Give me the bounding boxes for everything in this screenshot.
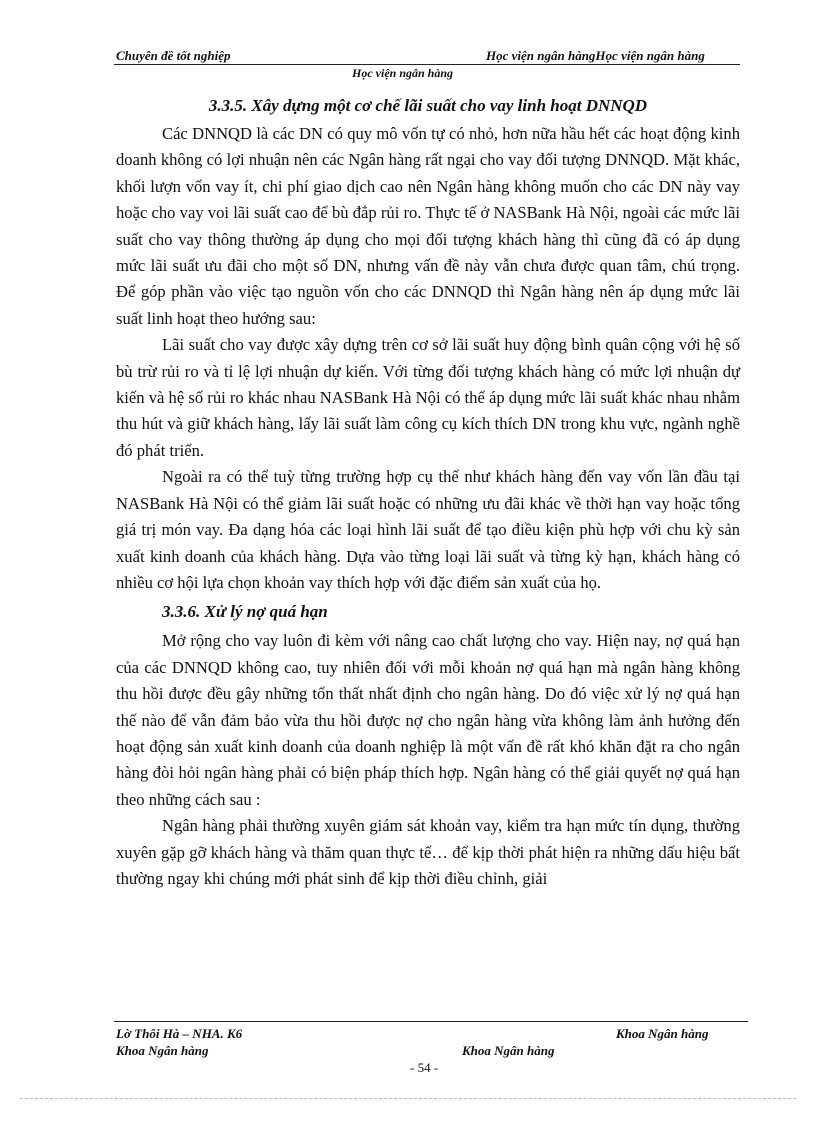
header-divider xyxy=(114,64,740,65)
footer-divider xyxy=(114,1021,748,1022)
page-number: - 54 - xyxy=(410,1060,439,1075)
footer-faculty-left: Khoa Ngân hàng xyxy=(116,1043,209,1058)
header-subtitle: Học viện ngân hàng xyxy=(352,66,454,80)
header-right-title: Học viện ngân hàngHọc viện ngân hàng xyxy=(486,48,705,63)
footer-author: Lờ Thôi Hà – NHA. K6 xyxy=(116,1026,243,1041)
paragraph: Ngân hàng phải thường xuyên giám sát khoản vay, kiểm tra hạn mức tín dụng, thường xuyên gặp gỡ khách hàng và thăm quan thực tế… để kịp thời phát hiện ra những dấu hiệu bất thường ngay khi chúng mới phát sinh để kịp thời điều chỉnh, giải xyxy=(116,816,740,888)
footer-faculty-right: Khoa Ngân hàng xyxy=(616,1026,709,1041)
paragraph: Mở rộng cho vay luôn đi kèm với nâng cao chất lượng cho vay. Hiện nay, nợ quá hạn của các DNNQD không cao, tuy nhiên đối với mỗi khoản nợ quá hạn mà ngân hàng không thu hồi được đều gây những tổn thất nhất định cho ngân hàng. Do đó việc xử lý nợ quá hạn thế nào để vẫn đảm bảo vừa thu hồi được nợ cho ngân hàng vừa không làm ảnh hưởng đến hoạt động sản xuất kinh doanh của doanh nghiệp là một vấn đề rất khó khăn đặt ra cho ngân hàng đòi hỏi ngân hàng phải có biện pháp thích hợp. Ngân hàng có thể giải quyết nợ quá hạn theo những cách sau : xyxy=(116,631,740,809)
paragraph: Các DNNQD là các DN có quy mô vốn tự có nhỏ, hơn nữa hầu hết các hoạt động kinh doanh không có lợi nhuận nên các Ngân hàng rất ngại cho vay đối tượng DNNQD. Mặt khác, khối lượn vốn vay ít, chi phí giao dịch cao nên Ngân hàng không muốn cho các DN này vay hoặc cho vay voi lãi suất cao để bù đắp rủi ro. Thực tế ở NASBank Hà Nội, ngoài các mức lãi suất cho vay thông thường áp dụng cho mọi đối tượng khách hàng thì cũng đã có áp dụng mức lãi suất ưu đãi cho một số DN, nhưng vấn đề này vẫn chưa được quan tâm, chú trọng. Để góp phần vào việc tạo nguồn vốn cho các DNNQD thì Ngân hàng nên áp dụng mức lãi suất linh hoạt theo hướng sau: xyxy=(116,124,740,328)
header-left-title: Chuyên đề tốt nghiệp xyxy=(116,48,231,63)
section-heading-3-3-5: 3.3.5. Xây dựng một cơ chế lãi suất cho vay linh hoạt DNNQD xyxy=(208,96,648,115)
document-body xyxy=(116,92,740,892)
section-heading-3-3-6: 3.3.6. Xử lý nợ quá hạn xyxy=(162,602,328,622)
page-break-line xyxy=(20,1098,796,1099)
paragraph: Lãi suất cho vay được xây dựng trên cơ sở lãi suất huy động bình quân cộng với hệ số bù trừ rủi ro và tỉ lệ lợi nhuận dự kiến. Với từng đối tượng khách hàng có mức lợi nhuận dự kiến và hệ số rủi ro khác nhau NASBank Hà Nội có thể áp dụng mức lãi suất khác nhau nhằm thu hút và giữ khách hàng, lấy lãi suất làm công cụ kích thích DN trong khu vực, ngành nghề đó phát triển. xyxy=(116,335,740,460)
paragraph: Ngoài ra có thể tuỳ từng trường hợp cụ thể như khách hàng đến vay vốn lần đầu tại NASBank Hà Nội có thể giảm lãi suất hoặc có những ưu đãi khác về thời hạn vay hoặc tổng giá trị món vay. Đa dạng hóa các loại hình lãi suất để tạo điều kiện phù hợp với chu kỳ sản xuất kinh doanh của khách hàng. Dựa vào từng loại lãi suất và từng kỳ hạn, khách hàng có nhiều cơ hội lựa chọn khoản vay thích hợp với đặc điểm sản xuất của họ. xyxy=(116,467,740,592)
footer-faculty-center: Khoa Ngân hàng xyxy=(462,1043,555,1058)
